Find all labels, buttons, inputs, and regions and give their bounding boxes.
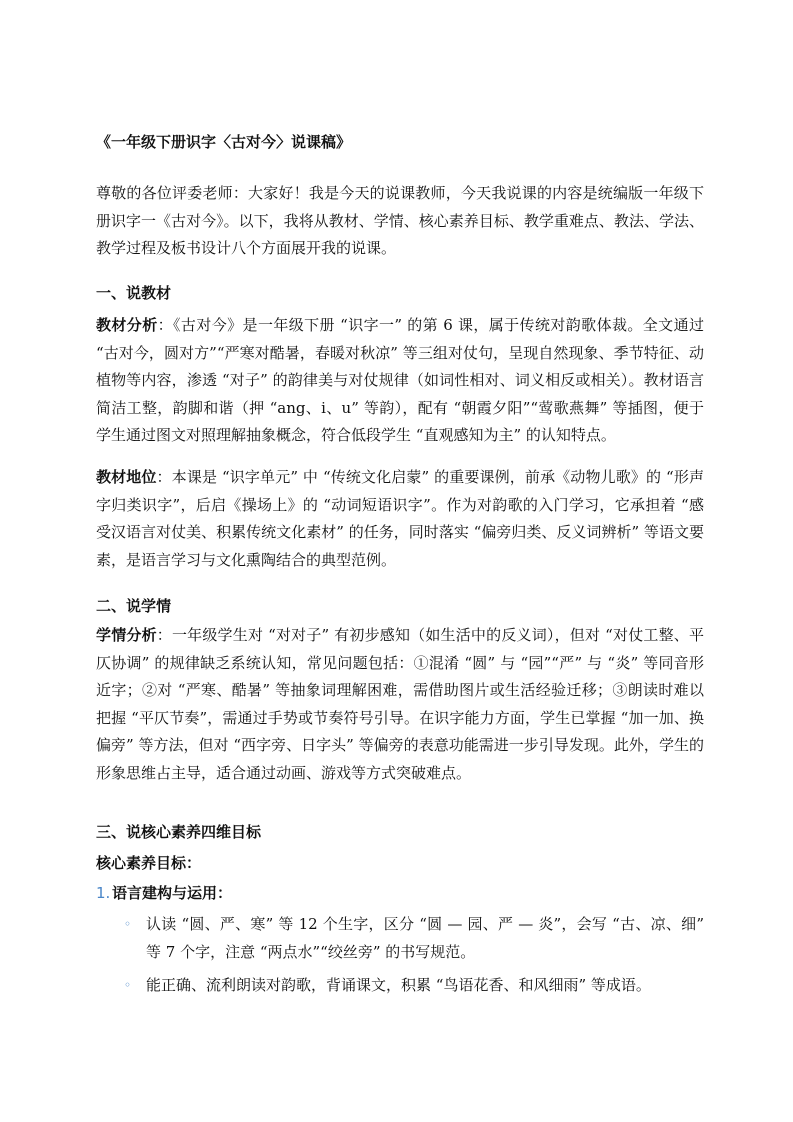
core-goals-subheading: 核心素养目标： <box>96 854 202 872</box>
section-heading-textbook: 一、说教材 <box>96 284 172 302</box>
student-analysis-paragraph <box>96 622 704 787</box>
textbook-analysis-text: ：《古对今》是一年级下册 “识字一” 的第 6 课，属于传统对韵歌体裁。全文通过 “古对今，圆对方”“严寒对酷暑，春暖对秋凉” 等三组对仗句，呈现自然现象、季节特征、动植物等内容，渗透 “对子” 的韵律美与对仗规律（如词性相对、词义相反或相关）。教材语言简洁工整，韵脚和谐（押 “ang、i、u” 等韵），配有 “朝霞夕阳”“莺歌燕舞” 等插图，便于学生通过图文对照理解抽象概念，符合低段学生 “直观感知为主” 的认知特点。 <box>96 316 704 444</box>
section-heading-goals: 三、说核心素养四维目标 <box>96 823 262 841</box>
goal-bullet-item <box>124 972 704 1000</box>
student-analysis-label: 学情分析 <box>96 626 157 644</box>
textbook-analysis-label: 教材分析 <box>96 316 158 334</box>
goal-bullet-text: 认读 “圆、严、寒” 等 12 个生字，区分 “圆 — 园、严 — 炎”，会写 “古、凉、细” 等 7 个字，注意 “两点水”“绞丝旁” 的书写规范。 <box>146 915 704 961</box>
textbook-position-text: ：本课是 “识字单元” 中 “传统文化启蒙” 的重要课例，前承《动物儿歌》的 “形声字归类识字”，后启《操场上》的 “动词短语识字”。作为对韵歌的入门学习，它承担着 “感受汉语言对仗美、积累传统文化素材” 的任务，同时落实 “偏旁归类、反义词辨析” 等语文要素，是语言学习与文化熏陶结合的典型范例。 <box>96 468 704 569</box>
goal-list-number: 1. <box>96 884 111 902</box>
goal-list-label: 语言建构与运用： <box>112 884 233 902</box>
hollow-bullet-icon: ◦ <box>124 917 132 931</box>
goal-list-item <box>96 883 704 903</box>
textbook-analysis-paragraph <box>96 312 704 450</box>
goal-bullet-item <box>124 911 704 966</box>
textbook-position-label: 教材地位 <box>96 468 157 486</box>
goal-bullet-text: 能正确、流利朗读对韵歌，背诵课文，积累 “鸟语花香、和风细雨” 等成语。 <box>146 976 651 994</box>
hollow-bullet-icon: ◦ <box>124 978 132 992</box>
intro-paragraph: 尊敬的各位评委老师：大家好！我是今天的说课教师，今天我说课的内容是统编版一年级下册识字一《古对今》。以下，我将从教材、学情、核心素养目标、教学重难点、教法、学法、教学过程及板书设计八个方面展开我的说课。 <box>96 184 704 257</box>
textbook-position-paragraph <box>96 464 704 574</box>
document-title: 《一年级下册识字〈古对今〉说课稿》 <box>96 133 352 151</box>
section-heading-students: 二、说学情 <box>96 597 172 615</box>
student-analysis-text: ：一年级学生对 “对对子” 有初步感知（如生活中的反义词），但对 “对仗工整、平仄协调” 的规律缺乏系统认知，常见问题包括：①混淆 “圆” 与 “园”“严” 与 “炎” 等同音形近字；②对 “严寒、酷暑” 等抽象词理解困难，需借助图片或生活经验迁移；③朗读时难以把握 “平仄节奏”，需通过手势或节奏符号引导。在识字能力方面，学生已掌握 “加一加、换偏旁” 等方法，但对 “西字旁、日字头” 等偏旁的表意功能需进一步引导发现。此外，学生的形象思维占主导，适合通过动画、游戏等方式突破难点。 <box>96 626 704 782</box>
